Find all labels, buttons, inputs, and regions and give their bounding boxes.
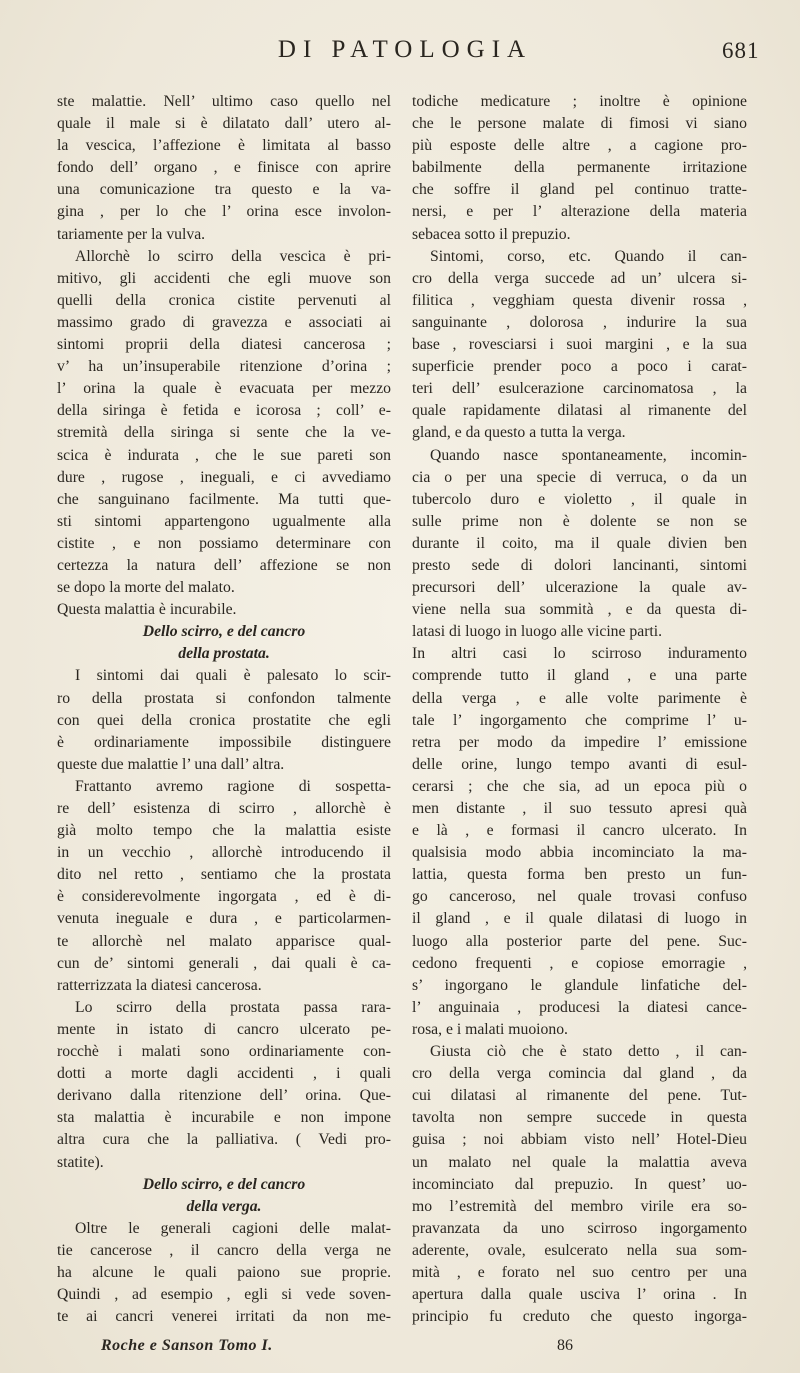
text-line: tariamente per la vulva. (57, 225, 206, 243)
text-line: che soffre il gland pel continuo tratte- (412, 181, 747, 199)
text-line: in un vecchio , allorchè introducendo il (57, 844, 391, 862)
text-line: sta malattia è incurabile e non impone (57, 1109, 391, 1127)
page-number: 681 (722, 38, 760, 63)
text-line: apertura dalla quale usciva l’ orina . In (412, 1286, 747, 1304)
text-line: mente in istato di cancro ulcerato pe- (57, 1020, 391, 1038)
text-line: durante il coito, ma il quale divien ben (412, 534, 747, 552)
text-line: Questa malattia è incurabile. (57, 601, 237, 619)
text-line: latasi di luogo in luogo alle vicine parti. (412, 623, 663, 641)
text-line: tubercolo duro e violetto , il quale in (412, 490, 747, 508)
text-line: scica è indurata , che le sue pareti son (57, 446, 391, 464)
text-line: ratterrizzata la diatesi cancerosa. (57, 976, 262, 994)
text-line: Quando nasce spontaneamente, incomin- (430, 446, 747, 464)
text-line: gland, e da questo a tutta la verga. (412, 424, 626, 442)
text-line: cui dilatasi al rimanente del pene. Tut- (412, 1087, 747, 1105)
text-line: sebacea sotto il prepuzio. (412, 225, 571, 243)
text-line: dure , rugose , ineguali, e ci avvediamo (57, 468, 391, 486)
text-line: Oltre le generali cagioni delle malat- (75, 1219, 391, 1237)
text-line: guisa ; noi abbiam visto nell’ Hotel-Dieu (412, 1131, 747, 1149)
text-line: e là , e formasi il cancro ulcerato. In (412, 822, 747, 840)
text-line: della siringa è fetida e icorosa ; coll’ e- (57, 402, 391, 420)
text-line: Quindi , ad esempio , egli si vede soven- (57, 1286, 391, 1304)
text-line: babilmente della permanente irritazione (412, 159, 747, 177)
text-line: quale il male si è dilatato dall’ utero al- (57, 115, 391, 133)
text-line: sanguinante , dolorosa , indurire la sua (412, 313, 747, 331)
text-line: ste malattie. Nell’ ultimo caso quello nel (57, 93, 391, 110)
text-line: pravanzata da uno scirroso ingorgamento (412, 1219, 747, 1237)
text-line: stremità della siringa si sente che la ve- (57, 424, 391, 442)
text-line: In altri casi lo scirroso induramento (412, 645, 747, 663)
text-line: Lo scirro della prostata passa rara- (75, 998, 391, 1016)
text-line: s’ ingorgano le glandule linfatiche del- (412, 976, 747, 994)
text-line: superficie prender poco a poco i carat- (412, 358, 747, 376)
text-line: viene nella sua sommità , e da questa di- (412, 601, 747, 619)
running-title: DI PATOLOGIA (277, 36, 533, 63)
sheet-number: 86 (557, 1337, 573, 1354)
text-line: re dell’ esistenza di scirro , allorchè è (57, 800, 391, 817)
right-column (412, 91, 747, 1328)
text-line: gina , per lo che l’ orina esce involon- (57, 203, 391, 221)
text-line: tale l’ ingorgamento che comprime l’ u- (412, 711, 747, 729)
text-line: rocchè i malati sono ordinariamente con- (57, 1043, 391, 1061)
text-line: derivano dalla ritenzione dell’ orina. Que- (57, 1087, 391, 1105)
text-line: tavolta non sempre succede in questa (412, 1109, 747, 1127)
text-line: più esposte delle altre , a cagione pro- (412, 137, 747, 155)
text-line: te ai cancri venerei irritati da non me- (57, 1308, 391, 1326)
text-line: todiche medicature ; inoltre è opinione (412, 93, 747, 110)
section-heading: della prostata. (178, 645, 270, 663)
text-line: con quei della cronica prostatite che egli (57, 711, 391, 729)
text-line: ha alcune le quali paiono sue proprie. (57, 1263, 391, 1281)
text-line: fondo dell’ organo , e finisce con aprire (57, 159, 391, 177)
text-line: sulle prime non è dolente se non se (412, 512, 747, 530)
text-line: cun de’ sintomi generali , dai quali è ca- (57, 954, 391, 972)
text-line: lattia, questa forma ben presto un fun- (412, 866, 747, 884)
text-line: queste due malattie l’ una dall’ altra. (57, 755, 285, 773)
text-line: che sanguinano facilmente. Ma tutti que- (57, 490, 391, 508)
text-line: certezza la natura dell’ affezione se non (57, 556, 391, 574)
text-line: rosa, e i malati muoiono. (412, 1020, 568, 1038)
text-line: quale rapidamente dilatasi al rimanente del (412, 402, 747, 420)
text-line: men distante , il suo tessuto apresi quà (412, 800, 747, 817)
text-line: cedono frequenti , e copiose emorragie , (412, 954, 747, 972)
text-line: l’ anguinaia , producesi la diatesi cance- (412, 998, 747, 1016)
text-line: qualsisia modo abbia incominciato la ma- (412, 844, 747, 862)
text-line: cerarsi ; che che sia, ad un epoca più o (412, 777, 747, 795)
text-line: aderente, ovale, esulcerato nella sua som- (412, 1241, 747, 1259)
text-line: sintomi proprii della diatesi cancerosa ; (57, 336, 391, 354)
text-line: è considerevolmente ingorgata , ed è di- (57, 888, 391, 906)
text-line: teri dell’ esulcerazione carcinomatosa , la (412, 380, 747, 398)
text-line: un malato nel quale la malattia aveva (412, 1153, 747, 1171)
text-line: v’ ha un’insuperabile ritenzione d’orina ; (57, 358, 391, 376)
text-line: luogo alla posterior parte del pene. Suc- (412, 932, 747, 950)
text-line: altra cura che la palliativa. ( Vedi pro- (57, 1131, 391, 1149)
text-line: cia o per una specie di verruca, o da un (412, 468, 747, 486)
text-line: della verga , e alle volte parimente è (412, 689, 747, 707)
text-line: Allorchè lo scirro della vescica è pri- (75, 247, 391, 265)
running-head (0, 36, 800, 76)
text-line: presto sede di dolori lancinanti, sintomi (412, 556, 747, 574)
text-line: ro della prostata si confondon talmente (57, 689, 391, 707)
text-line: dotti a morte dagli accidenti , i quali (57, 1065, 391, 1083)
text-line: go canceroso, nel quale trovasi confuso (412, 888, 747, 906)
text-line: sti sintomi appartengono ugualmente alla (57, 512, 391, 530)
text-line: precursori dell’ ulcerazione la quale av- (412, 579, 747, 597)
text-line: nersi, e per l’ alterazione della materia (412, 203, 747, 221)
section-heading: della verga. (186, 1197, 262, 1215)
text-line: mitivo, gli accidenti che egli muove son (57, 269, 391, 287)
signature-mark: Roche e Sanson Tomo I. (101, 1337, 273, 1354)
text-line: delle orine, lungo tempo avanti di esul- (412, 755, 747, 773)
text-line: I sintomi dai quali è palesato lo scir- (75, 667, 391, 685)
text-line: è ordinariamente impossibile distinguere (57, 733, 391, 751)
text-line: l’ orina la quale è evacuata per mezzo (57, 380, 391, 398)
text-line: principio fu creduto che questo ingorga- (412, 1308, 747, 1326)
text-line: comprende tutto il gland , e una parte (412, 667, 747, 685)
section-heading: Dello scirro, e del cancro (142, 623, 306, 641)
text-line: Sintomi, corso, etc. Quando il can- (430, 247, 747, 265)
text-line: incominciato dal prepuzio. In quest’ uo- (412, 1175, 747, 1193)
text-line: statite). (57, 1153, 104, 1171)
text-line: te allorchè nel malato apparisce qual- (57, 932, 391, 950)
text-line: filitica , vegghiam questa divenir rossa , (412, 291, 747, 309)
text-line: Giusta ciò che è stato detto , il can- (430, 1043, 747, 1061)
text-line: Frattanto avremo ragione di sospetta- (75, 777, 391, 795)
text-line: tie cancerose , il cancro della verga ne (57, 1241, 391, 1259)
text-line: il gland , e il quale dilatasi di luogo in (412, 910, 747, 928)
text-line: quelli della cronica cistite pervenuti al (57, 291, 391, 309)
text-line: cistite , e non possiamo determinare con (57, 534, 391, 552)
text-line: già molto tempo che la malattia esiste (57, 822, 391, 840)
text-line: cro della verga succede ad un’ ulcera si- (412, 269, 747, 287)
text-line: una comunicazione tra questo e la va- (57, 181, 391, 199)
text-line: base , rovesciarsi i suoi margini , e la sua (412, 336, 747, 354)
text-line: massimo grado di gravezza e associati ai (57, 313, 391, 331)
left-column (57, 91, 391, 1328)
text-line: che le persone malate di fimosi vi siano (412, 115, 747, 133)
text-line: retra per modo da impedire l’ emissione (412, 733, 747, 751)
text-line: venuta ineguale e dura , e particolarmen- (57, 910, 391, 928)
text-line: se dopo la morte del malato. (57, 579, 235, 597)
text-line: mo l’estremità del membro virile era so- (412, 1197, 747, 1215)
text-line: la vescica, l’affezione è limitata al basso (57, 137, 391, 155)
text-line: cro della verga comincia dal gland , da (412, 1065, 747, 1083)
section-heading: Dello scirro, e del cancro (142, 1175, 306, 1193)
text-line: mità , e forato nel suo centro per una (412, 1263, 747, 1281)
text-line: dito nel retto , sentiamo che la prostata (57, 866, 391, 884)
